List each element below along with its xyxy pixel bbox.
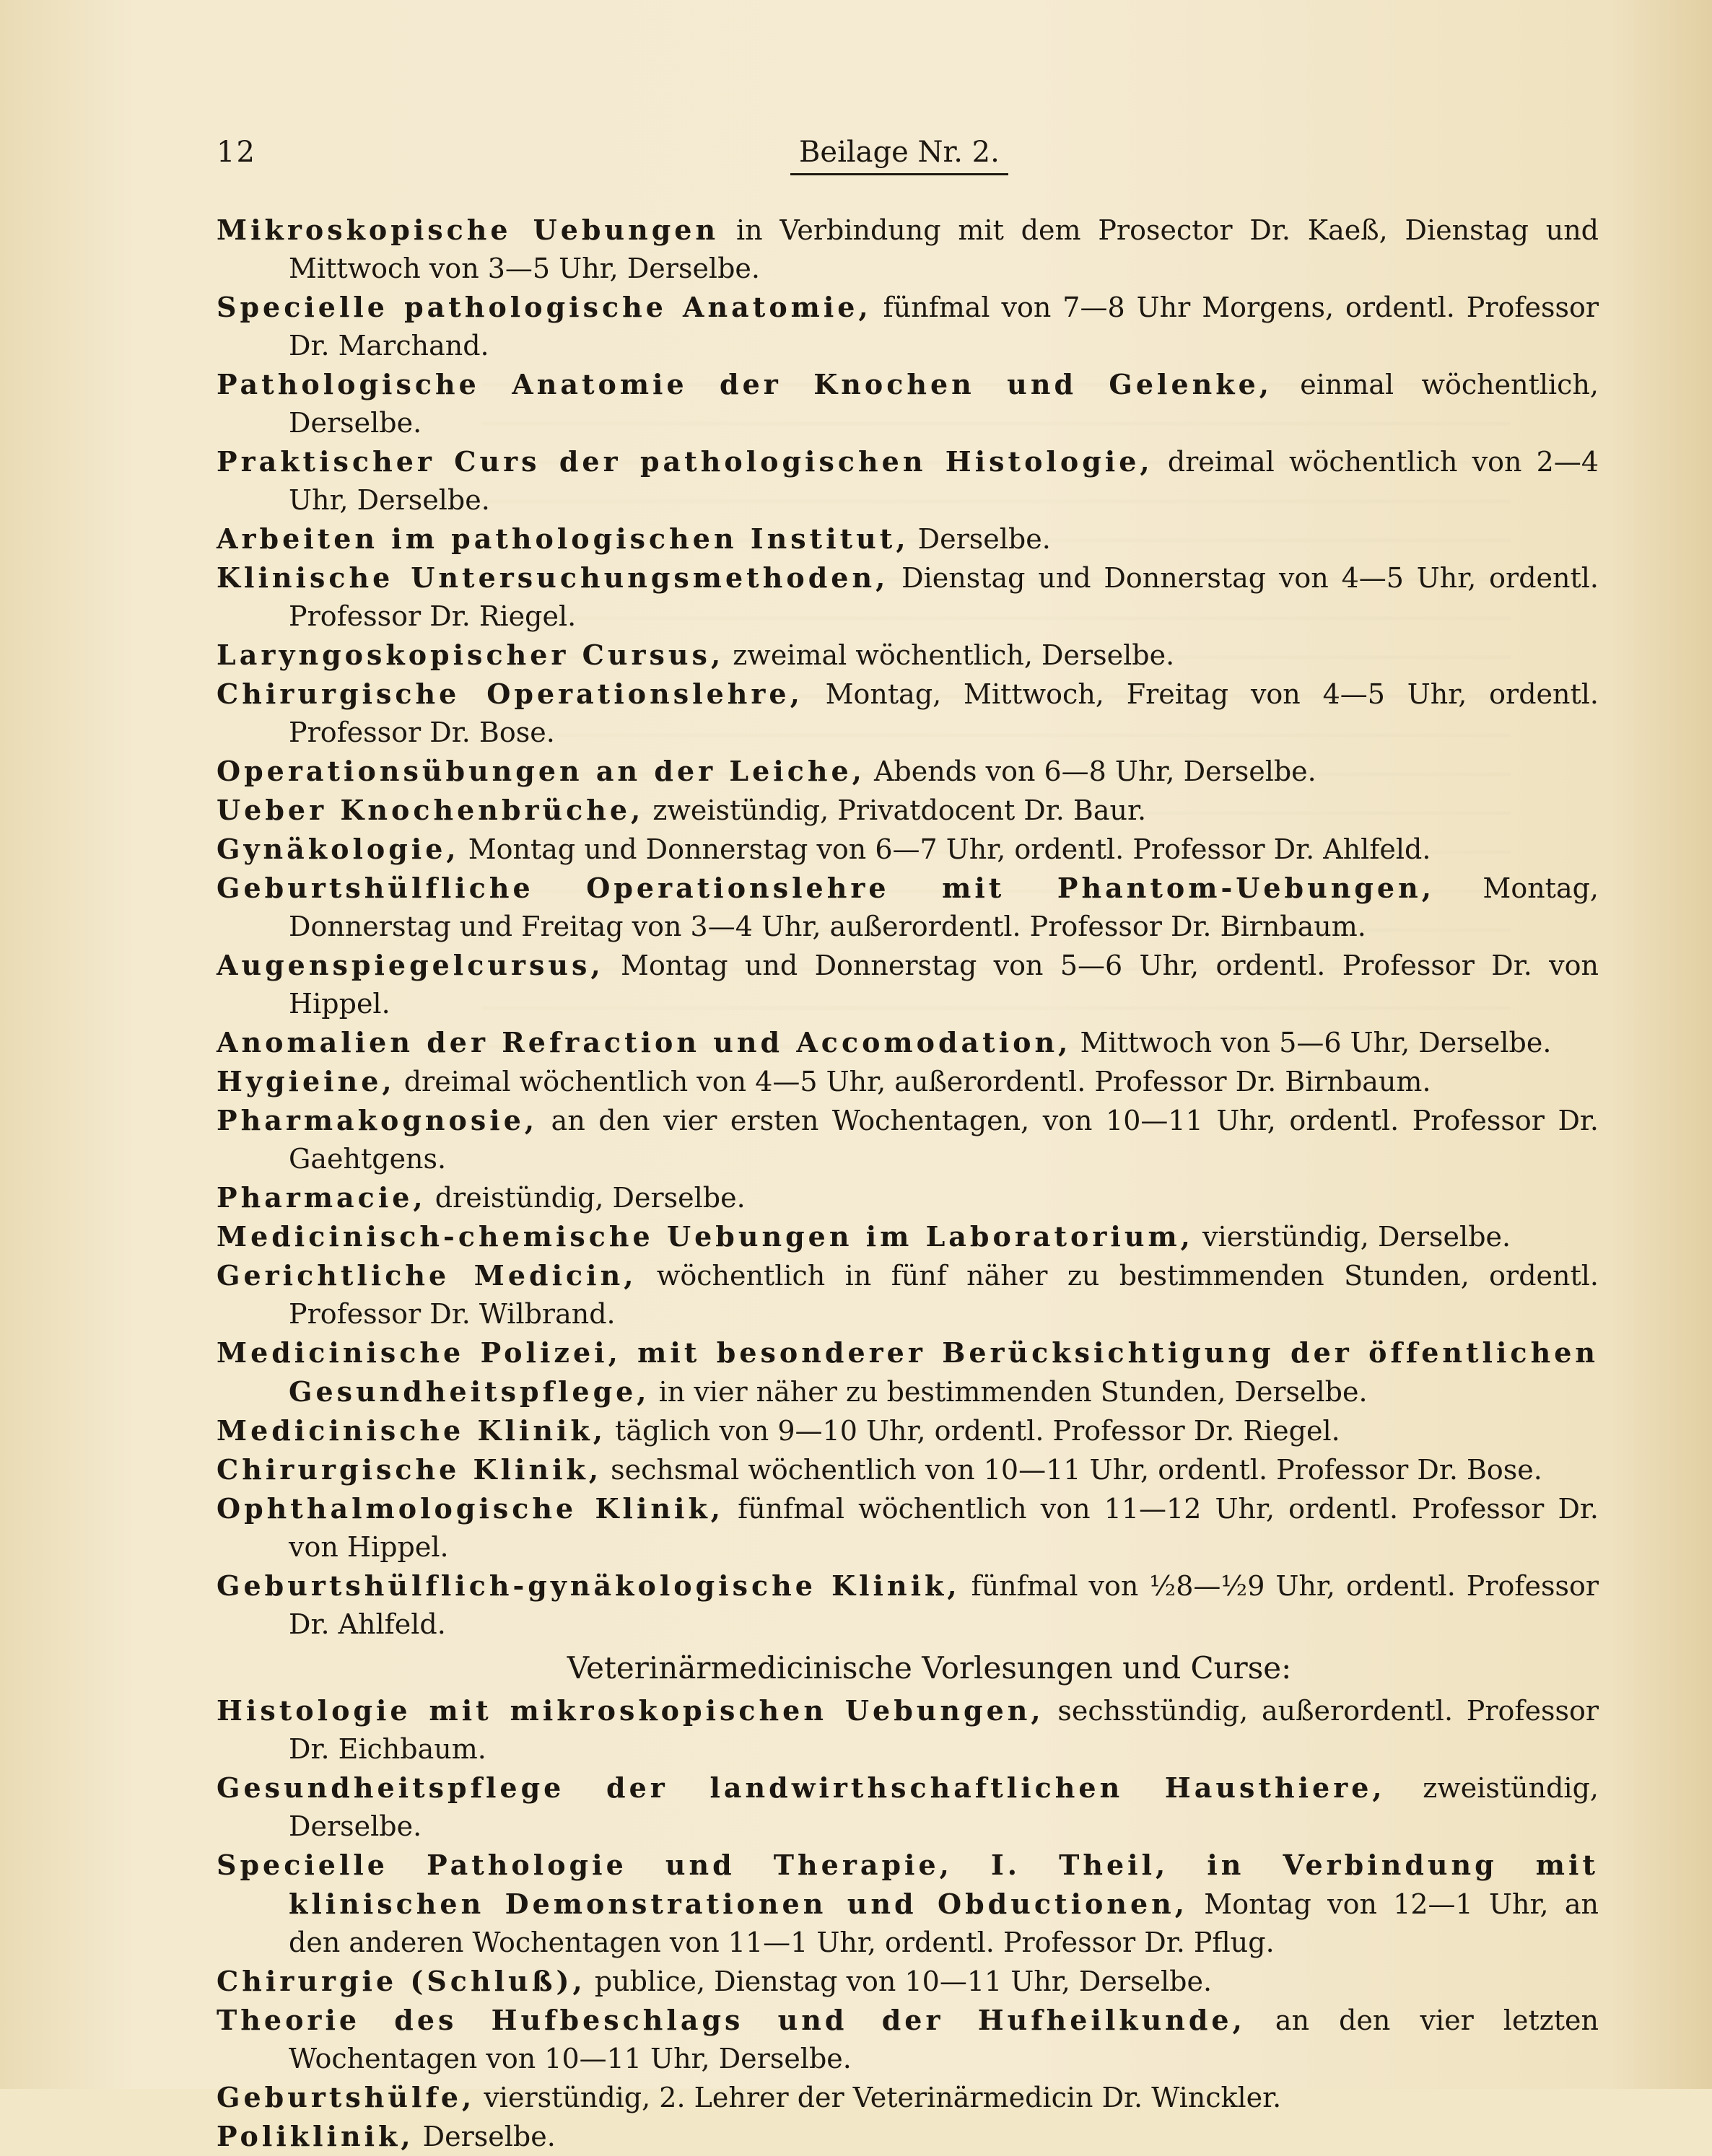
lecture-entry xyxy=(217,1962,1599,2001)
lecture-detail: Derselbe. xyxy=(909,523,1051,555)
veterinary-section-heading: Veterinärmedicinische Vorlesungen und Curse: xyxy=(567,1650,1292,1686)
lecture-entry xyxy=(217,675,1599,752)
lecture-title: Theorie des Hufbeschlags und der Hufheilkunde, xyxy=(217,2004,1246,2036)
lecture-title: Hygieine, xyxy=(217,1065,396,1097)
lecture-entry xyxy=(217,946,1599,1023)
lecture-detail: in Verbindung mit dem Prosector Dr. Kaeß, Dienstag und Mittwoch von 3—5 Uhr, Derselbe. xyxy=(289,214,1599,284)
lecture-detail: Dienstag und Donnerstag von 4—5 Uhr, ordentl. Professor Dr. Riegel. xyxy=(289,562,1599,632)
lecture-title: Medicinisch-chemische Uebungen im Laboratorium, xyxy=(217,1220,1194,1253)
lecture-title: Ophthalmologische Klinik, xyxy=(217,1492,725,1525)
lecture-title: Anomalien der Refraction und Accomodation, xyxy=(217,1026,1072,1059)
lecture-entry xyxy=(217,1566,1599,1644)
page-number: 12 xyxy=(217,136,256,169)
lecture-title: Gesundheitspflege der landwirthschaftlichen Hausthiere, xyxy=(217,1771,1386,1804)
lecture-entry xyxy=(217,1411,1599,1450)
lecture-entry xyxy=(217,1489,1599,1566)
lecture-entry xyxy=(217,211,1599,288)
page-header xyxy=(217,136,1602,179)
lecture-detail: Montag, Mittwoch, Freitag von 4—5 Uhr, ordentl. Professor Dr. Bose. xyxy=(289,678,1599,748)
lecture-title: Chirurgie (Schluß), xyxy=(217,1965,586,1997)
lecture-title: Klinische Untersuchungsmethoden, xyxy=(217,561,889,594)
lecture-entry xyxy=(217,2117,1599,2156)
lecture-title: Pharmacie, xyxy=(217,1181,427,1214)
lecture-title: Specielle Pathologie und Therapie, I. Theil, in Verbindung mit klinischen Demonstrationen und Obductionen, xyxy=(217,1849,1599,1920)
lecture-detail: an den vier letzten Wochentagen von 10—11 Uhr, Derselbe. xyxy=(289,2004,1599,2074)
lecture-listing xyxy=(217,211,1599,2156)
lecture-title: Ueber Knochenbrüche, xyxy=(217,794,645,826)
lecture-detail: zweimal wöchentlich, Derselbe. xyxy=(724,639,1175,671)
running-head: Beilage Nr. 2. xyxy=(790,136,1008,175)
lecture-title: Arbeiten im pathologischen Institut, xyxy=(217,522,909,555)
lecture-title: Pathologische Anatomie der Knochen und Gelenke, xyxy=(217,368,1273,400)
lecture-entry xyxy=(217,1101,1599,1178)
lecture-entry xyxy=(217,520,1599,558)
lecture-entry xyxy=(217,365,1599,442)
lecture-detail: Montag und Donnerstag von 5—6 Uhr, ordentl. Professor Dr. von Hippel. xyxy=(289,950,1599,1020)
lecture-entry xyxy=(217,636,1599,675)
lecture-entry xyxy=(217,2078,1599,2117)
lecture-entry xyxy=(217,1256,1599,1333)
lecture-title: Operationsübungen an der Leiche, xyxy=(217,755,865,787)
lecture-title: Poliklinik, xyxy=(217,2120,414,2152)
lecture-title: Medicinische Klinik, xyxy=(217,1414,606,1447)
lecture-title: Chirurgische Operationslehre, xyxy=(217,678,803,710)
lecture-entry xyxy=(217,1062,1599,1101)
lecture-title: Chirurgische Klinik, xyxy=(217,1453,603,1486)
lecture-detail: einmal wöchentlich, Derselbe. xyxy=(289,369,1599,439)
lecture-detail: Mittwoch von 5—6 Uhr, Derselbe. xyxy=(1071,1027,1552,1059)
lecture-detail: dreimal wöchentlich von 4—5 Uhr, außerordentl. Professor Dr. Birnbaum. xyxy=(395,1066,1431,1097)
lecture-detail: zweistündig, Privatdocent Dr. Baur. xyxy=(644,794,1147,826)
lecture-detail: Montag und Donnerstag von 6—7 Uhr, ordentl. Professor Dr. Ahlfeld. xyxy=(459,833,1431,865)
lecture-entry xyxy=(217,1846,1599,1962)
lecture-title: Laryngoskopischer Cursus, xyxy=(217,639,725,671)
lecture-detail: Montag von 12—1 Uhr, an den anderen Wochentagen von 11—1 Uhr, ordentl. Professor Dr. Pflug. xyxy=(289,1888,1599,1958)
lecture-entry xyxy=(217,1023,1599,1062)
lecture-entry xyxy=(217,2001,1599,2078)
lecture-detail: publice, Dienstag von 10—11 Uhr, Derselbe. xyxy=(585,1966,1213,1997)
lecture-detail: täglich von 9—10 Uhr, ordentl. Professor Dr. Riegel. xyxy=(606,1415,1340,1447)
lecture-entry xyxy=(217,442,1599,520)
lecture-entry xyxy=(217,1450,1599,1489)
lecture-title: Medicinische Polizei, mit besonderer Berücksichtigung der öffentlichen Gesundheitspflege, xyxy=(217,1336,1599,1408)
lecture-entry xyxy=(217,830,1599,869)
lecture-detail: dreimal wöchentlich von 2—4 Uhr, Derselbe. xyxy=(289,446,1599,516)
lecture-detail: an den vier ersten Wochentagen, von 10—11 Uhr, ordentl. Professor Dr. Gaehtgens. xyxy=(289,1105,1599,1175)
lecture-entry xyxy=(217,558,1599,636)
lecture-detail: vierstündig, Derselbe. xyxy=(1193,1221,1511,1253)
lecture-detail: sechsstündig, außerordentl. Professor Dr. Eichbaum. xyxy=(289,1695,1599,1765)
lecture-detail: Abends von 6—8 Uhr, Derselbe. xyxy=(865,755,1316,787)
medical-lecture-list xyxy=(217,211,1599,1644)
lecture-title: Specielle pathologische Anatomie, xyxy=(217,291,872,323)
lecture-detail: Derselbe. xyxy=(414,2121,556,2152)
lecture-detail: sechsmal wöchentlich von 10—11 Uhr, ordentl. Professor Dr. Bose. xyxy=(602,1454,1542,1486)
lecture-detail: in vier näher zu bestimmenden Stunden, Derselbe. xyxy=(650,1376,1368,1408)
lecture-entry xyxy=(217,1769,1599,1846)
lecture-title: Geburtshülfe, xyxy=(217,2081,476,2113)
lecture-entry xyxy=(217,752,1599,791)
lecture-detail: fünfmal von 7—8 Uhr Morgens, ordentl. Professor Dr. Marchand. xyxy=(289,292,1599,361)
lecture-title: Gynäkologie, xyxy=(217,833,460,865)
lecture-title: Pharmakognosie, xyxy=(217,1104,538,1136)
lecture-title: Praktischer Curs der pathologischen Histologie, xyxy=(217,445,1153,478)
lecture-entry xyxy=(217,869,1599,946)
lecture-detail: Montag, Donnerstag und Freitag von 3—4 Uhr, außerordentl. Professor Dr. Birnbaum. xyxy=(289,872,1599,942)
lecture-entry xyxy=(217,1178,1599,1217)
lecture-entry xyxy=(217,288,1599,365)
lecture-title: Geburtshülflich-gynäkologische Klinik, xyxy=(217,1569,961,1602)
lecture-title: Mikroskopische Uebungen xyxy=(217,214,720,246)
lecture-entry xyxy=(217,791,1599,830)
lecture-detail: fünfmal wöchentlich von 11—12 Uhr, ordentl. Professor Dr. von Hippel. xyxy=(289,1493,1599,1563)
lecture-detail: fünfmal von ½8—½9 Uhr, ordentl. Professor Dr. Ahlfeld. xyxy=(289,1570,1599,1640)
lecture-title: Histologie mit mikroskopischen Uebungen, xyxy=(217,1694,1044,1727)
lecture-detail: vierstündig, 2. Lehrer der Veterinärmedicin Dr. Winckler. xyxy=(475,2082,1282,2113)
lecture-entry xyxy=(217,1691,1599,1769)
lecture-title: Augenspiegelcursus, xyxy=(217,949,604,981)
lecture-detail: zweistündig, Derselbe. xyxy=(289,1772,1599,1842)
lecture-detail: dreistündig, Derselbe. xyxy=(426,1182,746,1214)
lecture-entry xyxy=(217,1333,1599,1411)
lecture-entry xyxy=(217,1217,1599,1256)
lecture-title: Geburtshülfliche Operationslehre mit Phantom-Uebungen, xyxy=(217,872,1435,904)
lecture-detail: wöchentlich in fünf näher zu bestimmenden Stunden, ordentl. Professor Dr. Wilbrand. xyxy=(289,1260,1599,1330)
veterinary-lecture-list xyxy=(217,1691,1599,2156)
lecture-title: Gerichtliche Medicin, xyxy=(217,1259,637,1292)
